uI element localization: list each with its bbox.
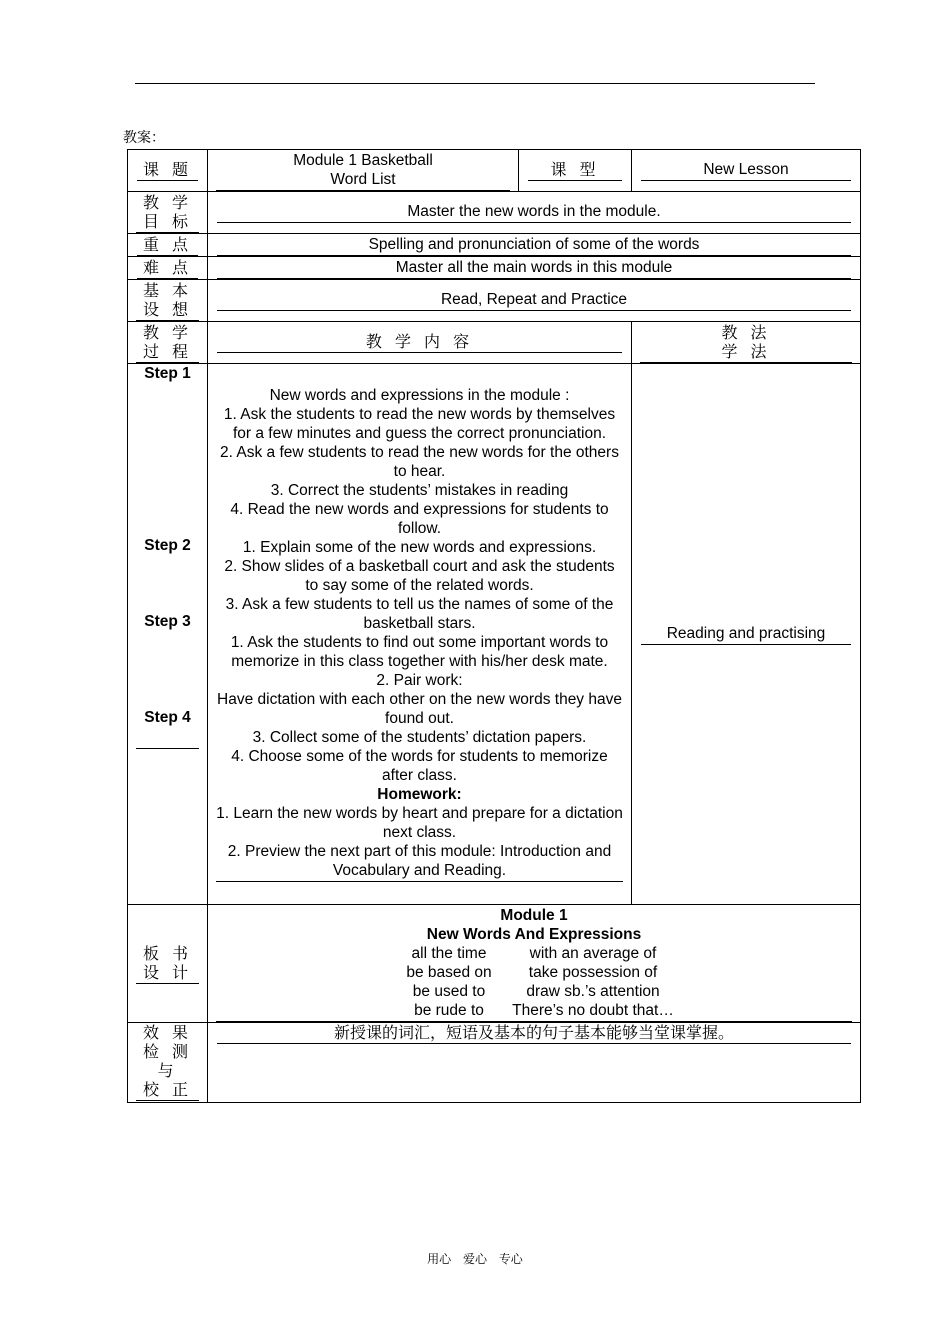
- content-line: 4. Choose some of the words for students to memorize after class.: [231, 748, 608, 784]
- content-cell: [208, 364, 632, 905]
- board-phrase: be based on: [406, 963, 492, 981]
- key-value-cell: [208, 234, 861, 257]
- board-label-1: 板 书: [142, 943, 193, 963]
- content-line: 2. Pair work:: [376, 672, 463, 689]
- step-1: Step 1: [144, 365, 191, 382]
- difficulty-value-cell: [208, 257, 861, 280]
- content-header-cell: [208, 322, 632, 364]
- content-header: 教 学 内 容: [217, 332, 622, 353]
- method-cell: [632, 364, 861, 905]
- evaluation-row: [128, 1023, 861, 1103]
- board-title: Module 1: [500, 906, 568, 924]
- evaluation-label-3: 与: [157, 1061, 178, 1080]
- method-value: Reading and practising: [641, 624, 851, 645]
- key-label-cell: [128, 234, 208, 257]
- content-line: 2. Ask a few students to read the new words for the others to hear.: [220, 444, 619, 480]
- design-value-cell: [208, 280, 861, 322]
- goal-label-cell: [128, 192, 208, 234]
- header-rule: [135, 83, 815, 84]
- method-header-cell: [632, 322, 861, 364]
- process-label-2: 过 程: [136, 342, 199, 363]
- board-row: [128, 905, 861, 1023]
- topic-label-cell: [128, 150, 208, 192]
- content-line: 3. Ask a few students to tell us the names of some of the basketball stars.: [225, 596, 614, 632]
- content-line: 3. Correct the students’ mistakes in reading: [270, 482, 569, 499]
- key-label: 重 点: [137, 235, 198, 256]
- board-content: [216, 906, 852, 1022]
- topic-label: 课 题: [137, 160, 198, 181]
- goal-label-1: 教 学: [142, 192, 193, 212]
- goal-label-2: 目 标: [136, 212, 199, 233]
- step-3: Step 3: [144, 613, 191, 630]
- goal-value-cell: [208, 192, 861, 234]
- topic-value-cell: [208, 150, 519, 192]
- content-line: 4. Read the new words and expressions for students to follow.: [230, 501, 609, 537]
- difficulty-row: [128, 257, 861, 280]
- step-2: Step 2: [144, 537, 191, 554]
- page-footer: 用心 爱心 专心: [427, 1252, 523, 1266]
- design-row: [128, 280, 861, 322]
- topic-line-2: Word List: [216, 170, 510, 191]
- type-value-cell: [632, 150, 861, 192]
- goal-row: [128, 192, 861, 234]
- topic-row: [128, 150, 861, 192]
- difficulty-label: 难 点: [137, 258, 198, 279]
- process-header-row: [128, 322, 861, 364]
- method-header-1: 教 法: [721, 322, 771, 342]
- evaluation-label-1: 效 果: [142, 1023, 193, 1042]
- steps-cell: [128, 364, 208, 905]
- type-label: 课 型: [528, 160, 622, 181]
- board-phrase: all the time: [411, 944, 487, 962]
- goal-value: Master the new words in the module.: [217, 202, 851, 223]
- key-row: [128, 234, 861, 257]
- type-value: New Lesson: [641, 160, 851, 181]
- board-phrase: be used to: [412, 982, 486, 1000]
- board-label-cell: [128, 905, 208, 1023]
- design-label-1: 基 本: [142, 280, 193, 300]
- board-phrase: be rude to: [414, 1001, 484, 1019]
- method-header-2: 学 法: [640, 342, 852, 363]
- content-line: 1. Learn the new words by heart and prepare for a dictation next class.: [216, 805, 623, 841]
- board-subtitle: New Words And Expressions: [426, 925, 642, 943]
- content-body: [216, 386, 623, 882]
- evaluation-label-2: 检 测: [142, 1042, 193, 1061]
- difficulty-value: Master all the main words in this module: [217, 258, 851, 279]
- content-line: 1. Ask the students to find out some important words to memorize in this class together with his/her desk mate.: [230, 634, 609, 670]
- board-phrase: draw sb.’s attention: [526, 982, 660, 1000]
- content-line: 2. Show slides of a basketball court and ask the students to say some of the related words.: [224, 558, 615, 594]
- content-line: New words and expressions in the module :: [269, 387, 570, 404]
- board-phrase: take possession of: [528, 963, 658, 981]
- key-value: Spelling and pronunciation of some of the words: [217, 235, 851, 256]
- lesson-plan-table: [127, 149, 861, 1103]
- process-label-cell: [128, 322, 208, 364]
- steps-rule: [136, 748, 199, 749]
- content-line: 3. Collect some of the students’ dictation papers.: [252, 729, 587, 746]
- design-label-cell: [128, 280, 208, 322]
- board-label-2: 设 计: [136, 963, 199, 984]
- board-content-cell: [208, 905, 861, 1023]
- topic-line-1: Module 1 Basketball: [293, 151, 433, 169]
- board-phrase-row: [216, 963, 852, 982]
- evaluation-label-4: 校 正: [136, 1080, 199, 1101]
- type-label-cell: [519, 150, 632, 192]
- content-line: 2. Preview the next part of this module: Introduction and Vocabulary and Reading.: [227, 843, 612, 879]
- evaluation-label-cell: [128, 1023, 208, 1103]
- content-line: 1. Ask the students to read the new words by themselves for a few minutes and guess the correct pronunciation.: [223, 406, 616, 442]
- content-line: Have dictation with each other on the new words they have found out.: [217, 691, 622, 727]
- difficulty-label-cell: [128, 257, 208, 280]
- process-body-row: [128, 364, 861, 905]
- process-label-1: 教 学: [142, 322, 193, 342]
- evaluation-value-cell: [208, 1023, 861, 1103]
- board-phrase-row: [216, 944, 852, 963]
- content-line: 1. Explain some of the new words and expressions.: [242, 539, 597, 556]
- board-phrase: There’s no doubt that…: [512, 1001, 674, 1019]
- board-phrase: with an average of: [529, 944, 657, 962]
- board-phrase-row: [216, 982, 852, 1001]
- homework-heading: Homework:: [377, 786, 462, 803]
- design-value: Read, Repeat and Practice: [217, 290, 851, 311]
- step-4: Step 4: [144, 709, 191, 726]
- board-phrase-row: [216, 1001, 852, 1020]
- evaluation-value: 新授课的词汇，短语及基本的句子基本能够当堂课掌握。: [217, 1023, 851, 1044]
- doc-label: 教案：: [123, 130, 165, 146]
- design-label-2: 设 想: [136, 300, 199, 321]
